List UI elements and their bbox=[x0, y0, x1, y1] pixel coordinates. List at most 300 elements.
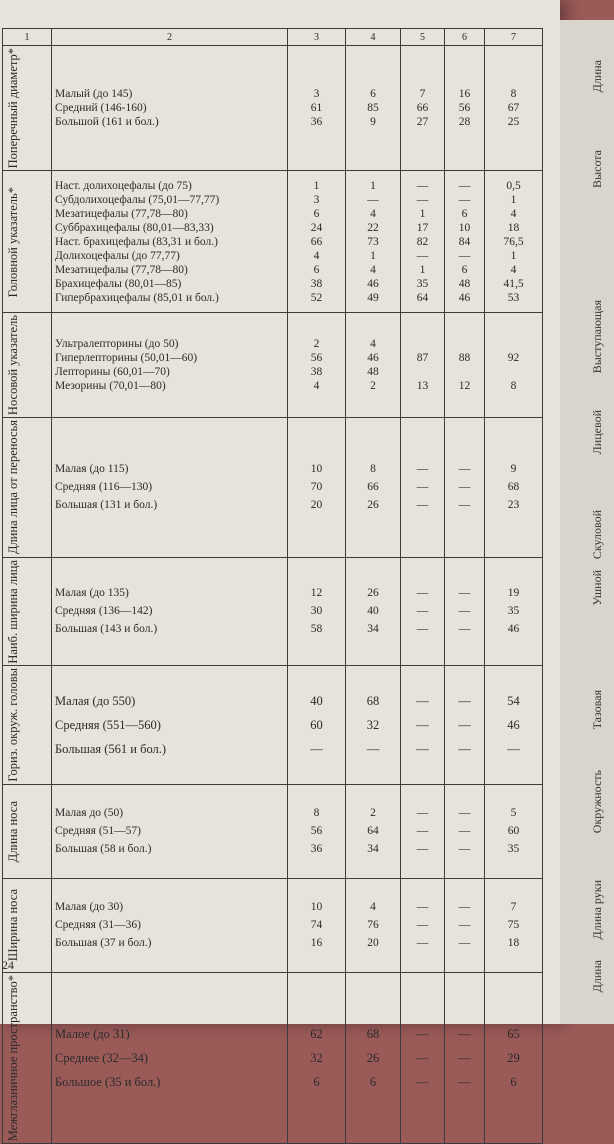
value: 25 bbox=[507, 116, 520, 129]
value-cell-col-3 bbox=[288, 46, 346, 171]
category-label: Малая (до 115) bbox=[55, 463, 129, 476]
value-cell-col-4 bbox=[346, 171, 401, 313]
category-label: Малое (до 31) bbox=[55, 1026, 130, 1041]
value: — bbox=[458, 193, 471, 206]
category-label: Малая (до 30) bbox=[55, 901, 124, 914]
category-label: Большая (143 и бол.) bbox=[55, 623, 158, 636]
category-label: Ультралепторины (до 50) bbox=[55, 338, 179, 351]
category-label: Мезатицефалы (77,78—80) bbox=[55, 207, 188, 220]
value: — bbox=[416, 937, 429, 950]
value: 48 bbox=[458, 277, 471, 290]
value-cell-col-5 bbox=[401, 313, 445, 418]
category-label: Малая (до 135) bbox=[55, 587, 129, 600]
value: — bbox=[458, 843, 471, 856]
value: 20 bbox=[367, 937, 379, 950]
value: — bbox=[458, 1026, 471, 1041]
value: 13 bbox=[416, 380, 429, 393]
value: 56 bbox=[310, 825, 323, 838]
header-row bbox=[3, 29, 543, 46]
section-row bbox=[3, 666, 543, 785]
value: 64 bbox=[367, 825, 379, 838]
facing-page-label: Окружность bbox=[590, 770, 604, 834]
section-title-cell bbox=[3, 46, 52, 171]
facing-page-label: Длина bbox=[590, 960, 604, 993]
col-header-6: 6 bbox=[445, 29, 485, 46]
value: — bbox=[458, 693, 471, 708]
value: 66 bbox=[416, 102, 429, 115]
col-header-2: 2 bbox=[52, 29, 288, 46]
value: — bbox=[416, 499, 429, 512]
value: 5 bbox=[510, 807, 517, 820]
value: 34 bbox=[367, 843, 379, 856]
value-cell-col-7 bbox=[485, 666, 543, 785]
value-cell-col-6 bbox=[445, 171, 485, 313]
section-title-cell bbox=[3, 418, 52, 557]
value: 76,5 bbox=[503, 235, 524, 248]
value: — bbox=[458, 919, 471, 932]
category-label: Средняя (551—560) bbox=[55, 717, 161, 732]
value: — bbox=[416, 249, 429, 262]
value-cell-col-5 bbox=[401, 418, 445, 557]
value: 26 bbox=[366, 1050, 380, 1065]
value: — bbox=[507, 741, 520, 756]
value: 10 bbox=[458, 221, 471, 234]
value-cell-col-7 bbox=[485, 784, 543, 878]
value: — bbox=[458, 807, 471, 820]
value: — bbox=[458, 717, 471, 732]
col-header-4: 4 bbox=[346, 29, 401, 46]
value-cell-col-3 bbox=[288, 784, 346, 878]
value-cell-col-7 bbox=[485, 418, 543, 557]
category-labels-cell bbox=[52, 171, 288, 313]
value: 18 bbox=[507, 221, 520, 234]
value: 8 bbox=[370, 463, 376, 476]
facing-page-label: Ушной bbox=[590, 570, 604, 606]
value-cell-col-4 bbox=[346, 46, 401, 171]
value-cell-col-7 bbox=[485, 171, 543, 313]
value: 64 bbox=[416, 291, 429, 304]
category-label: Наст. долихоцефалы (до 75) bbox=[55, 179, 192, 192]
value bbox=[448, 337, 481, 351]
section-title: Длина носа bbox=[6, 800, 20, 862]
col-header-1: 1 bbox=[3, 29, 52, 46]
value: 18 bbox=[507, 937, 520, 950]
value: 12 bbox=[458, 380, 471, 393]
value: 48 bbox=[367, 366, 379, 379]
value-cell-col-6 bbox=[445, 972, 485, 1143]
value: 1 bbox=[370, 249, 376, 262]
value-cell-col-3 bbox=[288, 171, 346, 313]
section-title-cell bbox=[3, 557, 52, 666]
value: — bbox=[416, 481, 429, 494]
value: 62 bbox=[310, 1026, 323, 1041]
value: 3 bbox=[313, 88, 320, 101]
value: — bbox=[416, 741, 429, 756]
value: 6 bbox=[369, 1074, 377, 1089]
value: 1 bbox=[419, 263, 426, 276]
value: 7 bbox=[419, 88, 426, 101]
section-row bbox=[3, 171, 543, 313]
value-cell-col-5 bbox=[401, 557, 445, 666]
value: 60 bbox=[310, 717, 323, 732]
section-title: Наиб. ширина лица bbox=[6, 559, 20, 664]
value-cell-col-4 bbox=[346, 313, 401, 418]
value: 26 bbox=[367, 499, 379, 512]
section-row bbox=[3, 784, 543, 878]
value-cell-col-6 bbox=[445, 46, 485, 171]
value: — bbox=[458, 623, 471, 636]
value: — bbox=[416, 623, 429, 636]
value-cell-col-5 bbox=[401, 972, 445, 1143]
value: 46 bbox=[507, 623, 520, 636]
value: 27 bbox=[416, 116, 429, 129]
value: 1 bbox=[313, 179, 320, 192]
value: 82 bbox=[416, 235, 429, 248]
value: 16 bbox=[310, 937, 323, 950]
value: 35 bbox=[416, 277, 429, 290]
value: 8 bbox=[510, 380, 517, 393]
value: 74 bbox=[310, 919, 323, 932]
value: 10 bbox=[310, 463, 323, 476]
section-row bbox=[3, 972, 543, 1143]
value: 9 bbox=[370, 116, 376, 129]
category-labels-cell bbox=[52, 666, 288, 785]
value: 4 bbox=[510, 207, 517, 220]
value: 56 bbox=[458, 102, 471, 115]
value: — bbox=[416, 179, 429, 192]
value: — bbox=[416, 901, 429, 914]
section-title: Межглазничное пространство* bbox=[6, 974, 20, 1142]
value bbox=[448, 365, 481, 379]
facing-page-label: Тазовая bbox=[590, 690, 604, 730]
section-title: Гориз. окруж. головы bbox=[6, 668, 20, 782]
value: — bbox=[416, 843, 429, 856]
value-cell-col-6 bbox=[445, 784, 485, 878]
value-cell-col-6 bbox=[445, 878, 485, 972]
value: — bbox=[416, 825, 429, 838]
category-label: Малая до (50) bbox=[55, 807, 124, 820]
value: — bbox=[458, 179, 471, 192]
value: 24 bbox=[310, 221, 323, 234]
value: 6 bbox=[510, 1074, 517, 1089]
category-label: Большая (58 и бол.) bbox=[55, 843, 152, 856]
value: 75 bbox=[507, 919, 520, 932]
value-cell-col-5 bbox=[401, 784, 445, 878]
value: — bbox=[458, 605, 471, 618]
value: 60 bbox=[507, 825, 520, 838]
value: 41,5 bbox=[503, 277, 524, 290]
value: 68 bbox=[366, 1026, 380, 1041]
value: 92 bbox=[507, 352, 520, 365]
value: 4 bbox=[510, 263, 517, 276]
value bbox=[488, 365, 539, 379]
value: 35 bbox=[507, 605, 520, 618]
value: 46 bbox=[458, 291, 471, 304]
facing-page-label: Лицевой bbox=[590, 410, 604, 455]
value: 4 bbox=[313, 249, 320, 262]
value-cell-col-7 bbox=[485, 557, 543, 666]
value: 46 bbox=[367, 352, 379, 365]
category-label: Большой (161 и бол.) bbox=[55, 116, 159, 129]
category-label: Мезорины (70,01—80) bbox=[55, 380, 166, 393]
value: 67 bbox=[507, 102, 520, 115]
section-row bbox=[3, 418, 543, 557]
value-cell-col-4 bbox=[346, 784, 401, 878]
section-row bbox=[3, 313, 543, 418]
facing-page-label: Выступающая bbox=[590, 300, 604, 374]
value: — bbox=[458, 249, 471, 262]
value-cell-col-3 bbox=[288, 557, 346, 666]
value-cell-col-6 bbox=[445, 313, 485, 418]
value-cell-col-7 bbox=[485, 313, 543, 418]
value: — bbox=[416, 463, 429, 476]
value: 4 bbox=[370, 207, 376, 220]
value: 7 bbox=[510, 901, 517, 914]
value: 53 bbox=[507, 291, 520, 304]
value: 34 bbox=[367, 623, 379, 636]
value: — bbox=[458, 587, 471, 600]
facing-page-edge bbox=[560, 20, 614, 1024]
value: 1 bbox=[370, 179, 376, 192]
value: 52 bbox=[310, 291, 323, 304]
category-labels-cell bbox=[52, 313, 288, 418]
value: — bbox=[416, 605, 429, 618]
value: 9 bbox=[510, 463, 517, 476]
section-title: Головной указатель* bbox=[6, 186, 20, 298]
value: — bbox=[416, 1026, 429, 1041]
value-cell-col-7 bbox=[485, 878, 543, 972]
category-labels-cell bbox=[52, 418, 288, 557]
category-label: Большое (35 и бол.) bbox=[55, 1074, 161, 1089]
value bbox=[404, 337, 441, 351]
value: 8 bbox=[510, 88, 517, 101]
value: 3 bbox=[313, 193, 320, 206]
value: 56 bbox=[310, 352, 323, 365]
value bbox=[488, 337, 539, 351]
value: — bbox=[458, 901, 471, 914]
value: 54 bbox=[507, 693, 520, 708]
section-title: Носовой указатель bbox=[6, 315, 20, 416]
category-label: Наст. брахицефалы (83,31 и бол.) bbox=[55, 235, 218, 248]
value-cell-col-3 bbox=[288, 972, 346, 1143]
value: — bbox=[416, 1074, 429, 1089]
category-label: Большая (561 и бол.) bbox=[55, 741, 167, 756]
category-label: Долихоцефалы (до 77,77) bbox=[55, 249, 180, 262]
category-label: Суббрахицефалы (80,01—83,33) bbox=[55, 221, 214, 234]
value: 4 bbox=[370, 901, 376, 914]
value: 73 bbox=[367, 235, 379, 248]
category-label: Средняя (31—36) bbox=[55, 919, 141, 932]
value: 4 bbox=[370, 338, 376, 351]
value: 23 bbox=[507, 499, 520, 512]
value: 2 bbox=[313, 338, 320, 351]
value: — bbox=[367, 193, 379, 206]
category-label: Брахицефалы (80,01—85) bbox=[55, 277, 182, 290]
value-cell-col-5 bbox=[401, 666, 445, 785]
value: — bbox=[458, 1074, 471, 1089]
category-labels-cell bbox=[52, 972, 288, 1143]
value: — bbox=[416, 693, 429, 708]
section-title-cell bbox=[3, 171, 52, 313]
value: 2 bbox=[370, 380, 376, 393]
value: 4 bbox=[313, 380, 320, 393]
col-header-5: 5 bbox=[401, 29, 445, 46]
value: 70 bbox=[310, 481, 323, 494]
value: 46 bbox=[507, 717, 520, 732]
value: — bbox=[416, 717, 429, 732]
category-label: Большая (131 и бол.) bbox=[55, 499, 158, 512]
value: — bbox=[416, 807, 429, 820]
value: 38 bbox=[310, 277, 323, 290]
section-title-cell bbox=[3, 784, 52, 878]
value: 1 bbox=[419, 207, 426, 220]
value: 49 bbox=[367, 291, 379, 304]
section-row bbox=[3, 557, 543, 666]
category-label: Большая (37 и бол.) bbox=[55, 937, 152, 950]
value: 6 bbox=[370, 88, 376, 101]
value: 10 bbox=[310, 901, 323, 914]
value: 20 bbox=[310, 499, 323, 512]
value: — bbox=[458, 825, 471, 838]
category-label: Среднее (32—34) bbox=[55, 1050, 149, 1065]
value: 40 bbox=[310, 693, 323, 708]
value: 87 bbox=[416, 352, 429, 365]
category-labels-cell bbox=[52, 784, 288, 878]
value: 88 bbox=[458, 352, 471, 365]
value: 22 bbox=[367, 221, 379, 234]
value-cell-col-3 bbox=[288, 666, 346, 785]
section-title-cell bbox=[3, 313, 52, 418]
value: 26 bbox=[367, 587, 379, 600]
value bbox=[404, 365, 441, 379]
section-row bbox=[3, 46, 543, 171]
value: 16 bbox=[458, 88, 471, 101]
value: 6 bbox=[313, 263, 320, 276]
section-title: Длина лица от переносья bbox=[6, 420, 20, 555]
value-cell-col-4 bbox=[346, 418, 401, 557]
category-label: Мезатицефалы (77,78—80) bbox=[55, 263, 188, 276]
value-cell-col-5 bbox=[401, 171, 445, 313]
category-label: Малая (до 550) bbox=[55, 693, 136, 708]
page-number: 24 bbox=[2, 958, 14, 972]
value-cell-col-3 bbox=[288, 418, 346, 557]
value: — bbox=[458, 499, 471, 512]
value: 65 bbox=[507, 1026, 520, 1041]
facing-page-label: Длина bbox=[590, 60, 604, 93]
value: — bbox=[416, 587, 429, 600]
value: 76 bbox=[367, 919, 379, 932]
value-cell-col-4 bbox=[346, 878, 401, 972]
value: — bbox=[458, 937, 471, 950]
value: 12 bbox=[310, 587, 323, 600]
anthropometry-table bbox=[2, 28, 543, 1144]
value: — bbox=[416, 919, 429, 932]
value: 19 bbox=[507, 587, 520, 600]
value: 84 bbox=[458, 235, 471, 248]
value: 0,5 bbox=[506, 179, 521, 192]
category-labels-cell bbox=[52, 878, 288, 972]
value-cell-col-4 bbox=[346, 972, 401, 1143]
value: 66 bbox=[367, 481, 379, 494]
value: 68 bbox=[366, 693, 380, 708]
category-labels-cell bbox=[52, 46, 288, 171]
facing-page-label: Длина руки bbox=[590, 880, 604, 940]
category-label: Гипербрахицефалы (85,01 и бол.) bbox=[55, 291, 219, 304]
value: — bbox=[416, 193, 429, 206]
value: 32 bbox=[366, 717, 380, 732]
value-cell-col-3 bbox=[288, 878, 346, 972]
value: 35 bbox=[507, 843, 520, 856]
value: 36 bbox=[310, 116, 323, 129]
value: 29 bbox=[507, 1050, 520, 1065]
value: 6 bbox=[313, 1074, 320, 1089]
value: — bbox=[458, 1050, 471, 1065]
value: 17 bbox=[416, 221, 429, 234]
value: 6 bbox=[461, 207, 468, 220]
category-label: Средняя (116—130) bbox=[55, 481, 153, 494]
value-cell-col-6 bbox=[445, 418, 485, 557]
value: 46 bbox=[367, 277, 379, 290]
value: 58 bbox=[310, 623, 323, 636]
category-label: Средний (146-160) bbox=[55, 102, 147, 115]
value: — bbox=[416, 1050, 429, 1065]
value: 68 bbox=[507, 481, 520, 494]
value: — bbox=[310, 741, 323, 756]
value: 1 bbox=[510, 193, 517, 206]
category-label: Малый (до 145) bbox=[55, 88, 133, 101]
value: 32 bbox=[310, 1050, 323, 1065]
value: 4 bbox=[370, 263, 376, 276]
value: 28 bbox=[458, 116, 471, 129]
value: 85 bbox=[367, 102, 379, 115]
facing-page-label: Скуловой bbox=[590, 510, 604, 560]
value: 1 bbox=[510, 249, 517, 262]
value-cell-col-3 bbox=[288, 313, 346, 418]
section-title: Ширина носа bbox=[6, 889, 20, 962]
category-label: Средняя (51—57) bbox=[55, 825, 141, 838]
category-label: Средняя (136—142) bbox=[55, 605, 153, 618]
value: 40 bbox=[367, 605, 379, 618]
value: 6 bbox=[461, 263, 468, 276]
value-cell-col-7 bbox=[485, 46, 543, 171]
value: — bbox=[458, 463, 471, 476]
value: 6 bbox=[313, 207, 320, 220]
facing-page-label: Высота bbox=[590, 150, 604, 188]
value: — bbox=[458, 741, 471, 756]
value-cell-col-6 bbox=[445, 666, 485, 785]
value: 8 bbox=[313, 807, 320, 820]
value: 30 bbox=[310, 605, 323, 618]
section-title: Поперечный диаметр* bbox=[6, 48, 20, 169]
section-row bbox=[3, 878, 543, 972]
value-cell-col-7 bbox=[485, 972, 543, 1143]
value-cell-col-4 bbox=[346, 557, 401, 666]
value: 66 bbox=[310, 235, 323, 248]
category-label: Субдолихоцефалы (75,01—77,77) bbox=[55, 193, 220, 206]
value: 38 bbox=[310, 366, 323, 379]
col-header-7: 7 bbox=[485, 29, 543, 46]
category-labels-cell bbox=[52, 557, 288, 666]
value-cell-col-5 bbox=[401, 46, 445, 171]
category-label: Лепторины (60,01—70) bbox=[55, 366, 170, 379]
value-cell-col-4 bbox=[346, 666, 401, 785]
section-title-cell bbox=[3, 666, 52, 785]
value-cell-col-6 bbox=[445, 557, 485, 666]
value: — bbox=[458, 481, 471, 494]
value: 61 bbox=[310, 102, 323, 115]
value-cell-col-5 bbox=[401, 878, 445, 972]
col-header-3: 3 bbox=[288, 29, 346, 46]
